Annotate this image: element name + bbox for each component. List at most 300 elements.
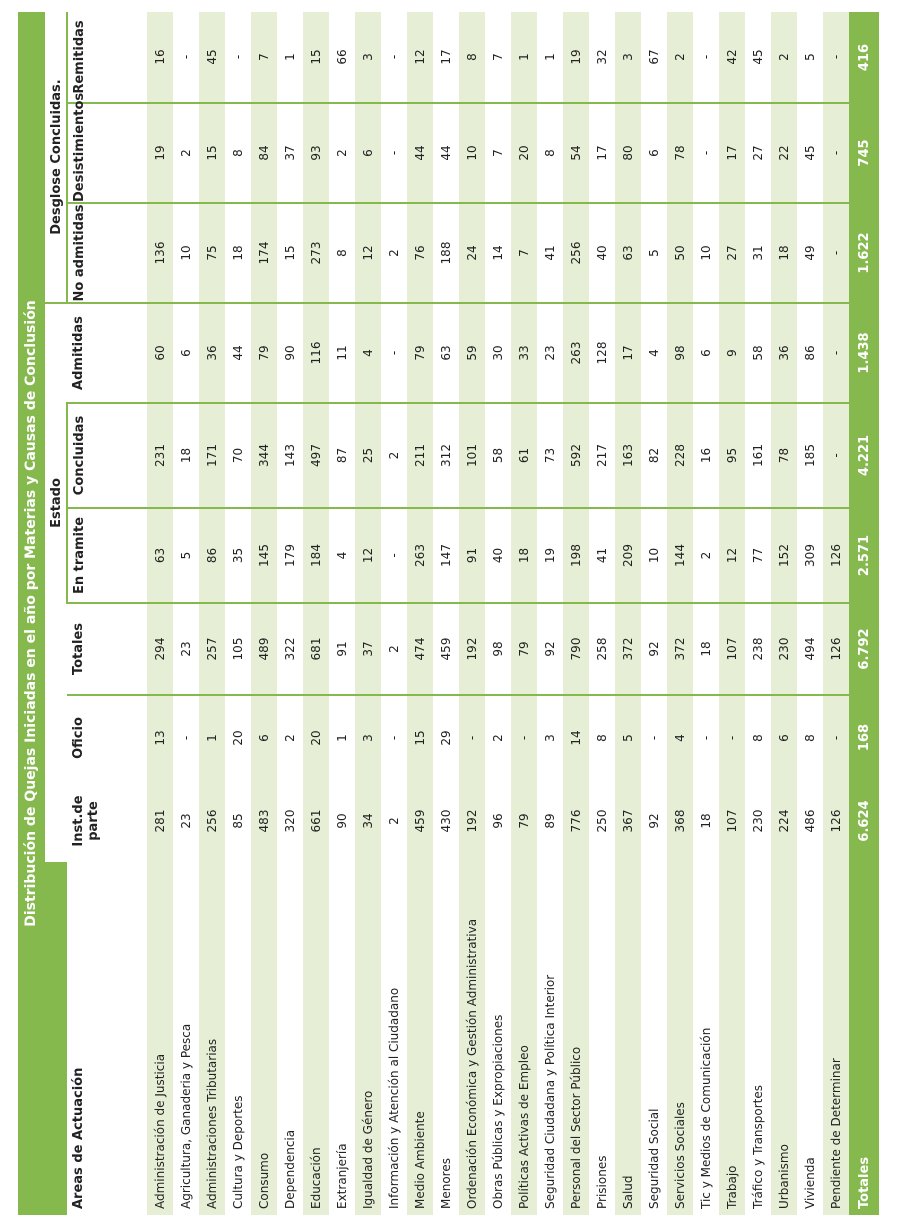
cell-desistimientos: - xyxy=(693,103,719,203)
cell-oficio: - xyxy=(641,695,667,780)
cell-inst: 192 xyxy=(459,780,485,862)
cell-tramite: 4 xyxy=(329,508,355,603)
totals-row xyxy=(849,12,879,1215)
cell-remitidas: 32 xyxy=(589,12,615,103)
col-header-inst: Inst.de parte xyxy=(71,795,101,847)
cell-no-admitidas: 273 xyxy=(303,203,329,303)
cell-area: Administraciones Tributarias xyxy=(199,862,225,1215)
cell-admitidas: 36 xyxy=(771,303,797,403)
cell-admitidas: 79 xyxy=(251,303,277,403)
table-row xyxy=(407,12,433,1215)
cell-no-admitidas: 50 xyxy=(667,203,693,303)
cell-oficio: - xyxy=(173,695,199,780)
cell-remitidas: - xyxy=(381,12,407,103)
cell-admitidas: 263 xyxy=(563,303,589,403)
table-row xyxy=(381,12,407,1215)
cell-desistimientos: 8 xyxy=(225,103,251,203)
cell-inst: 486 xyxy=(797,780,823,862)
cell-totales: 238 xyxy=(745,603,771,695)
cell-totales: 2 xyxy=(381,603,407,695)
cell-admitidas: 6 xyxy=(693,303,719,403)
col-header-no-admitidas: No admitidas xyxy=(67,203,147,303)
cell-oficio: 5 xyxy=(615,695,641,780)
cell-concluidas: - xyxy=(823,403,849,508)
cell-area: Vivienda xyxy=(797,862,823,1215)
cell-tramite: 152 xyxy=(771,508,797,603)
cell-totales: 372 xyxy=(615,603,641,695)
cell-no-admitidas: 12 xyxy=(355,203,381,303)
cell-desistimientos: - xyxy=(823,103,849,203)
cell-oficio: - xyxy=(459,695,485,780)
col-header-area: Areas de Actuación xyxy=(71,1067,86,1209)
cell-inst: 126 xyxy=(823,780,849,862)
table-row xyxy=(485,12,511,1215)
cell-concluidas: 228 xyxy=(667,403,693,508)
cell-tramite: 40 xyxy=(485,508,511,603)
cell-oficio: 2 xyxy=(485,695,511,780)
cell-tramite: 77 xyxy=(745,508,771,603)
col-header-admitidas: Admitidas xyxy=(67,303,147,403)
cell-concluidas: 95 xyxy=(719,403,745,508)
cell-totales: 322 xyxy=(277,603,303,695)
total-concluidas: 4.221 xyxy=(849,403,879,508)
cell-desistimientos: 44 xyxy=(407,103,433,203)
cell-tramite: 184 xyxy=(303,508,329,603)
cell-inst: 661 xyxy=(303,780,329,862)
cell-admitidas: 4 xyxy=(641,303,667,403)
table-row xyxy=(719,12,745,1215)
cell-remitidas: 2 xyxy=(667,12,693,103)
col-header-desistimientos: Desistimientos xyxy=(67,103,147,203)
cell-no-admitidas: 14 xyxy=(485,203,511,303)
total-totales: 6.792 xyxy=(849,603,879,695)
table-row xyxy=(589,12,615,1215)
cell-remitidas: 1 xyxy=(511,12,537,103)
cell-totales: 257 xyxy=(199,603,225,695)
table-row xyxy=(667,12,693,1215)
table-row xyxy=(797,12,823,1215)
cell-area: Prisiones xyxy=(589,862,615,1215)
cell-inst: 2 xyxy=(381,780,407,862)
col-header-concluidas: Concluidas xyxy=(67,403,147,508)
cell-oficio: 20 xyxy=(225,695,251,780)
cell-tramite: 263 xyxy=(407,508,433,603)
cell-desistimientos: 2 xyxy=(173,103,199,203)
cell-no-admitidas: 5 xyxy=(641,203,667,303)
cell-concluidas: 58 xyxy=(485,403,511,508)
cell-area: Personal del Sector Público xyxy=(563,862,589,1215)
cell-area: Tic y Medios de Comunicación xyxy=(693,862,719,1215)
cell-remitidas: - xyxy=(225,12,251,103)
cell-desistimientos: 6 xyxy=(355,103,381,203)
cell-area: Dependencia xyxy=(277,862,303,1215)
cell-totales: 372 xyxy=(667,603,693,695)
cell-concluidas: 70 xyxy=(225,403,251,508)
totals-label: Totales xyxy=(849,862,879,1215)
cell-concluidas: 87 xyxy=(329,403,355,508)
cell-admitidas: 58 xyxy=(745,303,771,403)
cell-no-admitidas: 75 xyxy=(199,203,225,303)
cell-admitidas: 116 xyxy=(303,303,329,403)
table-row xyxy=(251,12,277,1215)
cell-concluidas: 82 xyxy=(641,403,667,508)
cell-admitidas: 6 xyxy=(173,303,199,403)
cell-desistimientos: 44 xyxy=(433,103,459,203)
total-desistimientos: 745 xyxy=(849,103,879,203)
cell-oficio: 8 xyxy=(589,695,615,780)
cell-inst: 96 xyxy=(485,780,511,862)
cell-remitidas: - xyxy=(823,12,849,103)
cell-inst: 430 xyxy=(433,780,459,862)
cell-inst: 368 xyxy=(667,780,693,862)
cell-desistimientos: 84 xyxy=(251,103,277,203)
cell-tramite: 209 xyxy=(615,508,641,603)
cell-remitidas: 3 xyxy=(355,12,381,103)
cell-totales: 258 xyxy=(589,603,615,695)
cell-totales: 18 xyxy=(693,603,719,695)
cell-concluidas: 231 xyxy=(147,403,173,508)
cell-tramite: 147 xyxy=(433,508,459,603)
cell-tramite: 63 xyxy=(147,508,173,603)
cell-oficio: 8 xyxy=(797,695,823,780)
cell-remitidas: - xyxy=(693,12,719,103)
cell-admitidas: 79 xyxy=(407,303,433,403)
cell-tramite: 198 xyxy=(563,508,589,603)
cell-area: Ordenación Económica y Gestión Administrativa xyxy=(459,862,485,1215)
total-tramite: 2.571 xyxy=(849,508,879,603)
cell-concluidas: 18 xyxy=(173,403,199,508)
table-title: Distribución de Quejas Iniciadas en el año por Materias y Causas de Conclusión xyxy=(18,12,45,1215)
cell-totales: 37 xyxy=(355,603,381,695)
cell-totales: 92 xyxy=(537,603,563,695)
cell-no-admitidas: 7 xyxy=(511,203,537,303)
cell-concluidas: 171 xyxy=(199,403,225,508)
cell-concluidas: 161 xyxy=(745,403,771,508)
col-header-totales: Totales xyxy=(67,603,147,695)
cell-concluidas: 61 xyxy=(511,403,537,508)
col-header-remitidas: Remitidas xyxy=(72,20,87,94)
cell-remitidas: 2 xyxy=(771,12,797,103)
cell-totales: 92 xyxy=(641,603,667,695)
cell-remitidas: 8 xyxy=(459,12,485,103)
cell-remitidas: 5 xyxy=(797,12,823,103)
table-row xyxy=(563,12,589,1215)
cell-tramite: 179 xyxy=(277,508,303,603)
cell-desistimientos: 6 xyxy=(641,103,667,203)
cell-remitidas: 67 xyxy=(641,12,667,103)
group-estado: Estado xyxy=(45,403,67,603)
cell-tramite: 41 xyxy=(589,508,615,603)
cell-oficio: 13 xyxy=(147,695,173,780)
cell-inst: 18 xyxy=(693,780,719,862)
cell-no-admitidas: 10 xyxy=(173,203,199,303)
cell-inst: 256 xyxy=(199,780,225,862)
cell-area: Educación xyxy=(303,862,329,1215)
cell-oficio: - xyxy=(823,695,849,780)
cell-area: Urbanismo xyxy=(771,862,797,1215)
cell-inst: 90 xyxy=(329,780,355,862)
cell-concluidas: 25 xyxy=(355,403,381,508)
cell-desistimientos: 7 xyxy=(485,103,511,203)
cell-tramite: 126 xyxy=(823,508,849,603)
cell-oficio: - xyxy=(719,695,745,780)
cell-remitidas: 19 xyxy=(563,12,589,103)
table-row xyxy=(147,12,173,1215)
table-row xyxy=(459,12,485,1215)
cell-totales: 107 xyxy=(719,603,745,695)
cell-concluidas: 211 xyxy=(407,403,433,508)
cell-concluidas: 185 xyxy=(797,403,823,508)
cell-admitidas: 4 xyxy=(355,303,381,403)
cell-tramite: 144 xyxy=(667,508,693,603)
cell-remitidas: 66 xyxy=(329,12,355,103)
cell-desistimientos: 8 xyxy=(537,103,563,203)
cell-totales: 494 xyxy=(797,603,823,695)
cell-remitidas: - xyxy=(173,12,199,103)
cell-admitidas: 90 xyxy=(277,303,303,403)
cell-totales: 79 xyxy=(511,603,537,695)
cell-area: Seguridad Ciudadana y Política Interior xyxy=(537,862,563,1215)
cell-admitidas: 23 xyxy=(537,303,563,403)
cell-admitidas: 17 xyxy=(615,303,641,403)
cell-inst: 107 xyxy=(719,780,745,862)
cell-totales: 126 xyxy=(823,603,849,695)
cell-inst: 483 xyxy=(251,780,277,862)
cell-inst: 776 xyxy=(563,780,589,862)
cell-totales: 23 xyxy=(173,603,199,695)
cell-concluidas: 497 xyxy=(303,403,329,508)
cell-totales: 681 xyxy=(303,603,329,695)
cell-oficio: 2 xyxy=(277,695,303,780)
cell-remitidas: 45 xyxy=(199,12,225,103)
table-row xyxy=(615,12,641,1215)
cell-desistimientos: 2 xyxy=(329,103,355,203)
cell-admitidas: 11 xyxy=(329,303,355,403)
table-row xyxy=(199,12,225,1215)
cell-area: Administración de Justicia xyxy=(147,862,173,1215)
cell-desistimientos: 45 xyxy=(797,103,823,203)
cell-no-admitidas: 24 xyxy=(459,203,485,303)
cell-tramite: 145 xyxy=(251,508,277,603)
cell-inst: 92 xyxy=(641,780,667,862)
cell-remitidas: 3 xyxy=(615,12,641,103)
cell-oficio: 1 xyxy=(329,695,355,780)
cell-area: Obras Públicas y Expropiaciones xyxy=(485,862,511,1215)
cell-desistimientos: 37 xyxy=(277,103,303,203)
cell-desistimientos: 17 xyxy=(719,103,745,203)
cell-no-admitidas: 18 xyxy=(225,203,251,303)
cell-concluidas: 344 xyxy=(251,403,277,508)
cell-inst: 79 xyxy=(511,780,537,862)
cell-area: Agricultura, Ganaderia y Pesca xyxy=(173,862,199,1215)
cell-inst: 85 xyxy=(225,780,251,862)
cell-oficio: 3 xyxy=(355,695,381,780)
cell-oficio: - xyxy=(693,695,719,780)
cell-tramite: 10 xyxy=(641,508,667,603)
cell-inst: 320 xyxy=(277,780,303,862)
cell-tramite: 35 xyxy=(225,508,251,603)
cell-concluidas: 143 xyxy=(277,403,303,508)
cell-inst: 459 xyxy=(407,780,433,862)
cell-area: Tráfico y Transportes xyxy=(745,862,771,1215)
cell-remitidas: 15 xyxy=(303,12,329,103)
cell-no-admitidas: 15 xyxy=(277,203,303,303)
cell-no-admitidas: 76 xyxy=(407,203,433,303)
cell-inst: 23 xyxy=(173,780,199,862)
table-row xyxy=(771,12,797,1215)
cell-remitidas: 12 xyxy=(407,12,433,103)
cell-tramite: - xyxy=(381,508,407,603)
cell-remitidas: 7 xyxy=(251,12,277,103)
cell-admitidas: 30 xyxy=(485,303,511,403)
table-row xyxy=(693,12,719,1215)
cell-desistimientos: - xyxy=(381,103,407,203)
cell-no-admitidas: 27 xyxy=(719,203,745,303)
cell-remitidas: 7 xyxy=(485,12,511,103)
cell-desistimientos: 54 xyxy=(563,103,589,203)
cell-oficio: 20 xyxy=(303,695,329,780)
cell-admitidas: 98 xyxy=(667,303,693,403)
cell-tramite: 91 xyxy=(459,508,485,603)
cell-desistimientos: 80 xyxy=(615,103,641,203)
cell-remitidas: 17 xyxy=(433,12,459,103)
cell-tramite: 5 xyxy=(173,508,199,603)
cell-oficio: 3 xyxy=(537,695,563,780)
cell-area: Medio Ambiente xyxy=(407,862,433,1215)
table-row xyxy=(823,12,849,1215)
cell-no-admitidas: 63 xyxy=(615,203,641,303)
cell-admitidas: - xyxy=(823,303,849,403)
cell-totales: 105 xyxy=(225,603,251,695)
cell-oficio: 15 xyxy=(407,695,433,780)
cell-remitidas: 45 xyxy=(745,12,771,103)
cell-inst: 34 xyxy=(355,780,381,862)
cell-no-admitidas: 8 xyxy=(329,203,355,303)
cell-concluidas: 163 xyxy=(615,403,641,508)
cell-concluidas: 78 xyxy=(771,403,797,508)
cell-area: Información y Atención al Ciudadano xyxy=(381,862,407,1215)
cell-oficio: 8 xyxy=(745,695,771,780)
table-row xyxy=(303,12,329,1215)
cell-concluidas: 592 xyxy=(563,403,589,508)
cell-totales: 294 xyxy=(147,603,173,695)
total-no-admitidas: 1.622 xyxy=(849,203,879,303)
cell-area: Pendiente de Determinar xyxy=(823,862,849,1215)
cell-no-admitidas: 49 xyxy=(797,203,823,303)
table-row xyxy=(355,12,381,1215)
cell-area: Consumo xyxy=(251,862,277,1215)
table-row xyxy=(433,12,459,1215)
cell-remitidas: 42 xyxy=(719,12,745,103)
cell-oficio: 14 xyxy=(563,695,589,780)
cell-remitidas: 1 xyxy=(537,12,563,103)
cell-admitidas: 63 xyxy=(433,303,459,403)
cell-desistimientos: 93 xyxy=(303,103,329,203)
cell-no-admitidas: 41 xyxy=(537,203,563,303)
cell-totales: 474 xyxy=(407,603,433,695)
cell-remitidas: 1 xyxy=(277,12,303,103)
cell-oficio: 6 xyxy=(251,695,277,780)
cell-oficio: 6 xyxy=(771,695,797,780)
cell-tramite: 86 xyxy=(199,508,225,603)
cell-desistimientos: 15 xyxy=(199,103,225,203)
cell-tramite: 12 xyxy=(355,508,381,603)
cell-desistimientos: 10 xyxy=(459,103,485,203)
group-desglose: Desglose Concluidas. xyxy=(45,12,67,303)
cell-area: Cultura y Deportes xyxy=(225,862,251,1215)
table-row xyxy=(537,12,563,1215)
cell-inst: 224 xyxy=(771,780,797,862)
cell-no-admitidas: 18 xyxy=(771,203,797,303)
cell-no-admitidas: 2 xyxy=(381,203,407,303)
cell-tramite: 309 xyxy=(797,508,823,603)
cell-admitidas: 36 xyxy=(199,303,225,403)
header-corner xyxy=(45,862,67,1215)
cell-inst: 367 xyxy=(615,780,641,862)
cell-inst: 281 xyxy=(147,780,173,862)
cell-oficio: 1 xyxy=(199,695,225,780)
table-row xyxy=(745,12,771,1215)
cell-admitidas: 60 xyxy=(147,303,173,403)
cell-desistimientos: 17 xyxy=(589,103,615,203)
cell-admitidas: 44 xyxy=(225,303,251,403)
cell-admitidas: 128 xyxy=(589,303,615,403)
cell-totales: 489 xyxy=(251,603,277,695)
cell-no-admitidas: 174 xyxy=(251,203,277,303)
cell-area: Servicios Sociales xyxy=(667,862,693,1215)
total-inst: 6.624 xyxy=(849,780,879,862)
cell-no-admitidas: 136 xyxy=(147,203,173,303)
cell-desistimientos: 78 xyxy=(667,103,693,203)
cell-area: Menores xyxy=(433,862,459,1215)
cell-desistimientos: 19 xyxy=(147,103,173,203)
cell-no-admitidas: 31 xyxy=(745,203,771,303)
cell-admitidas: - xyxy=(381,303,407,403)
col-header-tramite: En tramite xyxy=(67,508,147,603)
cell-admitidas: 33 xyxy=(511,303,537,403)
cell-no-admitidas: 40 xyxy=(589,203,615,303)
table-row xyxy=(225,12,251,1215)
cell-oficio: - xyxy=(381,695,407,780)
cell-totales: 98 xyxy=(485,603,511,695)
cell-tramite: 2 xyxy=(693,508,719,603)
total-oficio: 168 xyxy=(849,695,879,780)
table-row xyxy=(511,12,537,1215)
total-remitidas: 416 xyxy=(849,12,879,103)
cell-desistimientos: 22 xyxy=(771,103,797,203)
cell-area: Trabajo xyxy=(719,862,745,1215)
table-row xyxy=(329,12,355,1215)
cell-area: Seguridad Social xyxy=(641,862,667,1215)
cell-tramite: 19 xyxy=(537,508,563,603)
cell-concluidas: 312 xyxy=(433,403,459,508)
cell-tramite: 12 xyxy=(719,508,745,603)
cell-totales: 790 xyxy=(563,603,589,695)
cell-no-admitidas: 256 xyxy=(563,203,589,303)
total-admitidas: 1.438 xyxy=(849,303,879,403)
cell-admitidas: 59 xyxy=(459,303,485,403)
table-row xyxy=(641,12,667,1215)
cell-inst: 250 xyxy=(589,780,615,862)
cell-area: Salud xyxy=(615,862,641,1215)
cell-inst: 230 xyxy=(745,780,771,862)
cell-concluidas: 16 xyxy=(693,403,719,508)
cell-admitidas: 9 xyxy=(719,303,745,403)
table-row xyxy=(277,12,303,1215)
cell-no-admitidas: 188 xyxy=(433,203,459,303)
cell-concluidas: 101 xyxy=(459,403,485,508)
cell-admitidas: 86 xyxy=(797,303,823,403)
